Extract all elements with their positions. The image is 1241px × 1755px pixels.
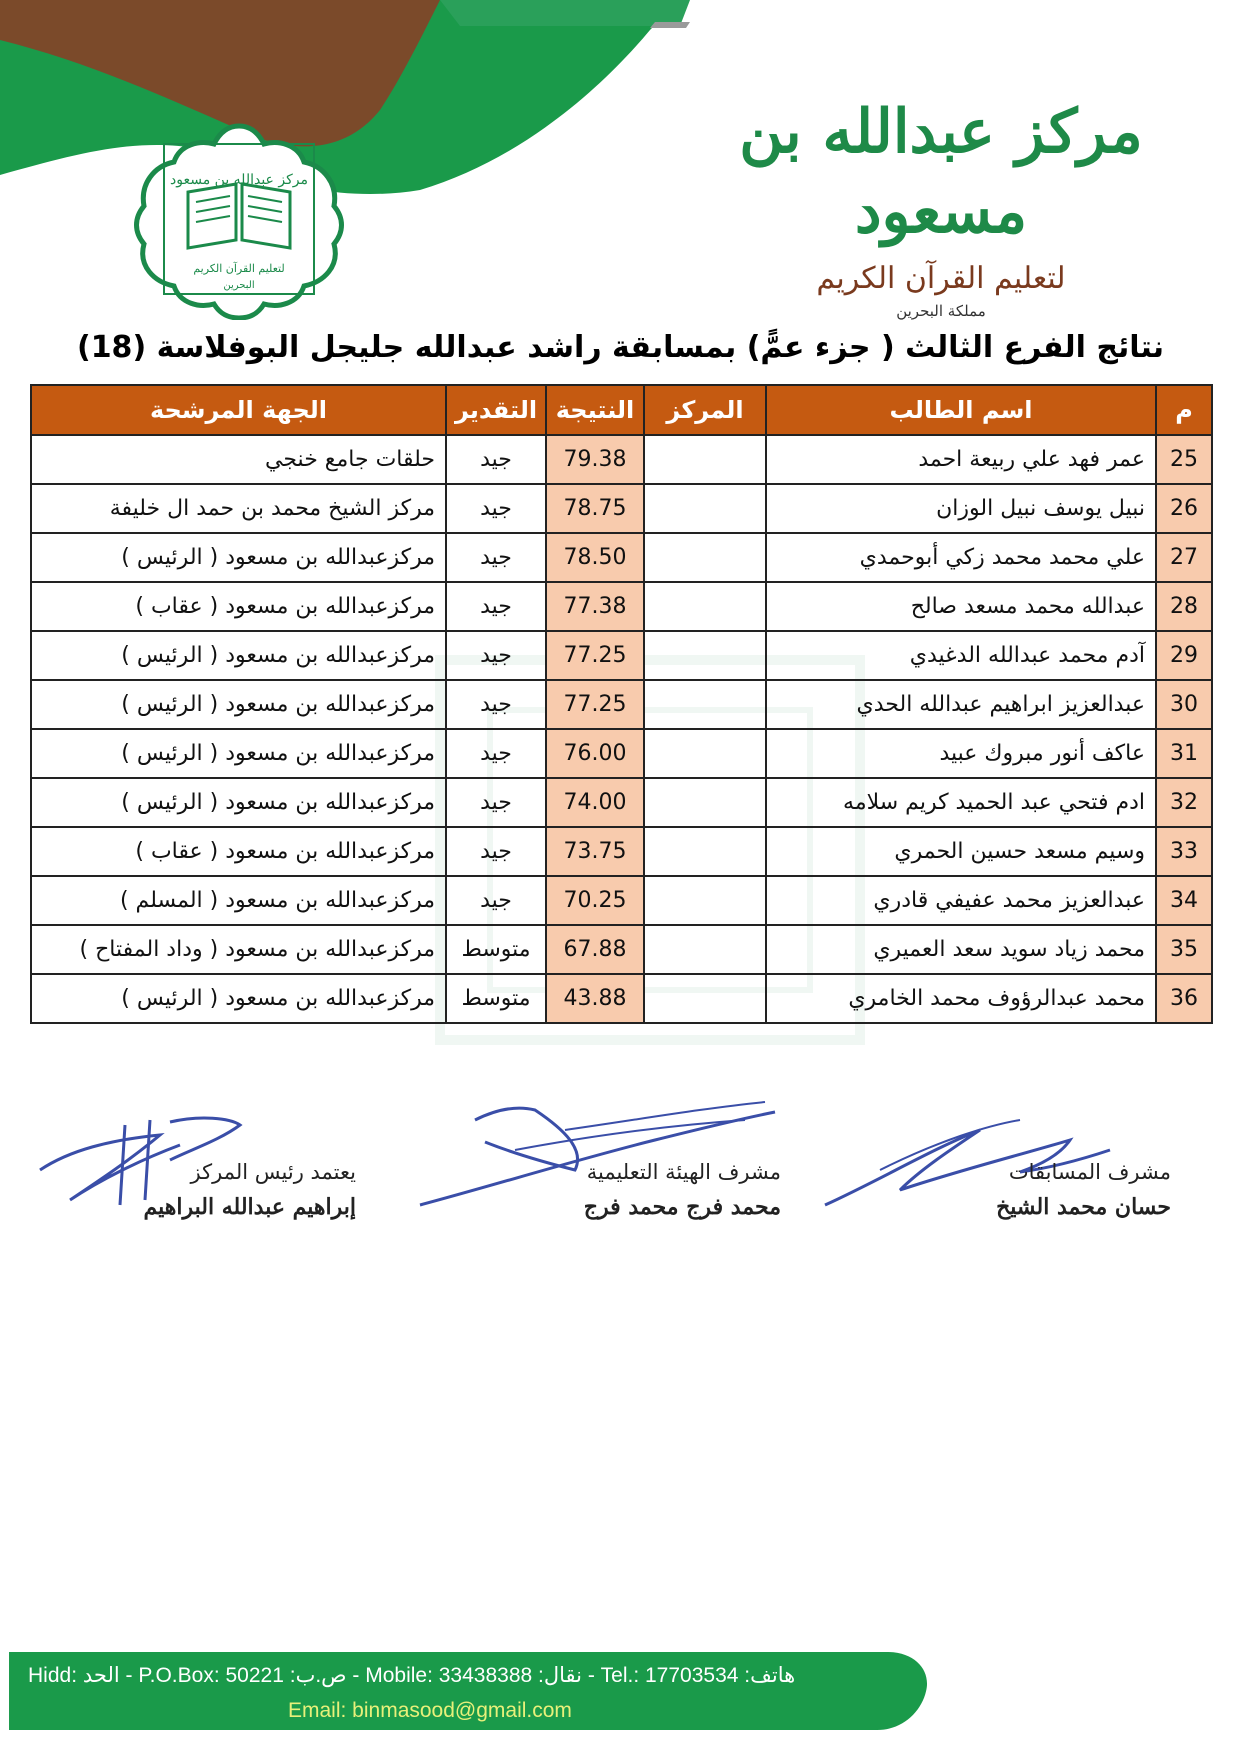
cell-no: 26 bbox=[1156, 484, 1212, 533]
cell-center bbox=[644, 827, 766, 876]
cell-student-name: عمر فهد علي ربيعة احمد bbox=[766, 435, 1156, 484]
cell-result: 77.25 bbox=[546, 680, 644, 729]
signature-director bbox=[144, 1160, 356, 1220]
table-row bbox=[31, 876, 1212, 925]
cell-no: 36 bbox=[1156, 974, 1212, 1023]
cell-center bbox=[644, 435, 766, 484]
cell-nominating-entity: مركز الشيخ محمد بن حمد ال خليفة bbox=[31, 484, 446, 533]
cell-center bbox=[644, 533, 766, 582]
cell-grade: جيد bbox=[446, 876, 546, 925]
cell-result: 70.25 bbox=[546, 876, 644, 925]
cell-result: 77.38 bbox=[546, 582, 644, 631]
table-header-row bbox=[31, 385, 1212, 435]
cell-result: 74.00 bbox=[546, 778, 644, 827]
cell-no: 33 bbox=[1156, 827, 1212, 876]
header-result: النتيجة bbox=[546, 385, 644, 435]
signature-name: محمد فرج محمد فرج bbox=[583, 1194, 781, 1220]
cell-result: 67.88 bbox=[546, 925, 644, 974]
badge-tagline: لتعليم القرآن الكريم bbox=[193, 262, 285, 275]
cell-no: 32 bbox=[1156, 778, 1212, 827]
signature-role: يعتمد رئيس المركز bbox=[190, 1160, 356, 1184]
cell-nominating-entity: مركزعبدالله بن مسعود ( الرئيس ) bbox=[31, 974, 446, 1023]
cell-result: 73.75 bbox=[546, 827, 644, 876]
cell-no: 34 bbox=[1156, 876, 1212, 925]
cell-student-name: علي محمد محمد زكي أبوحمدي bbox=[766, 533, 1156, 582]
brand-header bbox=[711, 92, 1171, 322]
cell-nominating-entity: مركزعبدالله بن مسعود ( الرئيس ) bbox=[31, 680, 446, 729]
table-row bbox=[31, 827, 1212, 876]
brand-tagline: لتعليم القرآن الكريم bbox=[816, 261, 1066, 296]
cell-grade: جيد bbox=[446, 435, 546, 484]
cell-grade: جيد bbox=[446, 533, 546, 582]
cell-no: 28 bbox=[1156, 582, 1212, 631]
cell-nominating-entity: حلقات جامع خنجي bbox=[31, 435, 446, 484]
cell-student-name: عبدالعزيز ابراهيم عبدالله الحدي bbox=[766, 680, 1156, 729]
footer-contact: Hidd: الحد - P.O.Box: 50221 :ص.ب - Mobile: 33438388 :نقال - Tel.: 17703534 :هاتف bbox=[28, 1664, 796, 1687]
cell-grade: جيد bbox=[446, 827, 546, 876]
cell-grade: جيد bbox=[446, 631, 546, 680]
cell-center bbox=[644, 778, 766, 827]
cell-nominating-entity: مركزعبدالله بن مسعود ( الرئيس ) bbox=[31, 729, 446, 778]
signature-name: حسان محمد الشيخ bbox=[996, 1194, 1171, 1220]
signature-name: إبراهيم عبدالله البراهيم bbox=[143, 1194, 356, 1220]
cell-no: 27 bbox=[1156, 533, 1212, 582]
table-row bbox=[31, 631, 1212, 680]
table-row bbox=[31, 533, 1212, 582]
cell-grade: جيد bbox=[446, 680, 546, 729]
cell-center bbox=[644, 631, 766, 680]
cell-no: 35 bbox=[1156, 925, 1212, 974]
table-row bbox=[31, 729, 1212, 778]
brand-country: مملكة البحرين bbox=[896, 302, 986, 320]
table-row bbox=[31, 680, 1212, 729]
cell-student-name: محمد زياد سويد سعد العميري bbox=[766, 925, 1156, 974]
cell-student-name: عاكف أنور مبروك عبيد bbox=[766, 729, 1156, 778]
cell-result: 78.75 bbox=[546, 484, 644, 533]
cell-student-name: عبدالله محمد مسعد صالح bbox=[766, 582, 1156, 631]
cell-student-name: وسيم مسعد حسين الحمري bbox=[766, 827, 1156, 876]
cell-grade: جيد bbox=[446, 484, 546, 533]
brand-name: مركز عبدالله بن مسعود bbox=[739, 97, 1143, 247]
cell-student-name: ادم فتحي عبد الحميد كريم سلامه bbox=[766, 778, 1156, 827]
cell-result: 78.50 bbox=[546, 533, 644, 582]
table-row bbox=[31, 778, 1212, 827]
center-logo-badge bbox=[128, 122, 350, 320]
cell-nominating-entity: مركزعبدالله بن مسعود ( عقاب ) bbox=[31, 827, 446, 876]
cell-center bbox=[644, 582, 766, 631]
cell-nominating-entity: مركزعبدالله بن مسعود ( الرئيس ) bbox=[31, 631, 446, 680]
cell-student-name: نبيل يوسف نبيل الوزان bbox=[766, 484, 1156, 533]
cell-student-name: محمد عبدالرؤوف محمد الخامري bbox=[766, 974, 1156, 1023]
header-entity: الجهة المرشحة bbox=[31, 385, 446, 435]
cell-result: 76.00 bbox=[546, 729, 644, 778]
table-row bbox=[31, 582, 1212, 631]
cell-center bbox=[644, 876, 766, 925]
cell-no: 30 bbox=[1156, 680, 1212, 729]
cell-result: 79.38 bbox=[546, 435, 644, 484]
table-row bbox=[31, 974, 1212, 1023]
cell-center bbox=[644, 484, 766, 533]
cell-no: 31 bbox=[1156, 729, 1212, 778]
header-name: اسم الطالب bbox=[766, 385, 1156, 435]
page-title: نتائج الفرع الثالث ( جزء عمًّ) بمسابقة راشد عبدالله جليجل البوفلاسة (18) bbox=[76, 330, 1165, 365]
cell-student-name: عبدالعزيز محمد عفيفي قادري bbox=[766, 876, 1156, 925]
cell-nominating-entity: مركزعبدالله بن مسعود ( عقاب ) bbox=[31, 582, 446, 631]
cell-grade: متوسط bbox=[446, 925, 546, 974]
header-decoration bbox=[0, 0, 700, 200]
signature-role: مشرف الهيئة التعليمية bbox=[586, 1160, 781, 1184]
cell-nominating-entity: مركزعبدالله بن مسعود ( المسلم ) bbox=[31, 876, 446, 925]
cell-center bbox=[644, 729, 766, 778]
cell-center bbox=[644, 974, 766, 1023]
cell-result: 77.25 bbox=[546, 631, 644, 680]
header-center: المركز bbox=[644, 385, 766, 435]
signature-education bbox=[584, 1160, 781, 1220]
cell-nominating-entity: مركزعبدالله بن مسعود ( الرئيس ) bbox=[31, 533, 446, 582]
cell-no: 29 bbox=[1156, 631, 1212, 680]
cell-center bbox=[644, 925, 766, 974]
cell-grade: جيد bbox=[446, 778, 546, 827]
cell-grade: متوسط bbox=[446, 974, 546, 1023]
signature-competitions bbox=[996, 1160, 1171, 1220]
table-row bbox=[31, 925, 1212, 974]
cell-grade: جيد bbox=[446, 729, 546, 778]
cell-grade: جيد bbox=[446, 582, 546, 631]
cell-nominating-entity: مركزعبدالله بن مسعود ( الرئيس ) bbox=[31, 778, 446, 827]
cell-no: 25 bbox=[1156, 435, 1212, 484]
header-no: م bbox=[1156, 385, 1212, 435]
cell-student-name: آدم محمد عبدالله الدغيدي bbox=[766, 631, 1156, 680]
footer-email[interactable]: Email: binmasood@gmail.com bbox=[288, 1699, 572, 1722]
header-grade: التقدير bbox=[446, 385, 546, 435]
signature-role: مشرف المسابقات bbox=[1008, 1160, 1171, 1184]
results-table bbox=[30, 384, 1213, 1024]
cell-nominating-entity: مركزعبدالله بن مسعود ( وداد المفتاح ) bbox=[31, 925, 446, 974]
cell-result: 43.88 bbox=[546, 974, 644, 1023]
badge-country: البحرين bbox=[223, 280, 255, 291]
cell-center bbox=[644, 680, 766, 729]
badge-name: مركز عبدالله بن مسعود bbox=[170, 172, 308, 188]
table-row bbox=[31, 435, 1212, 484]
table-row bbox=[31, 484, 1212, 533]
